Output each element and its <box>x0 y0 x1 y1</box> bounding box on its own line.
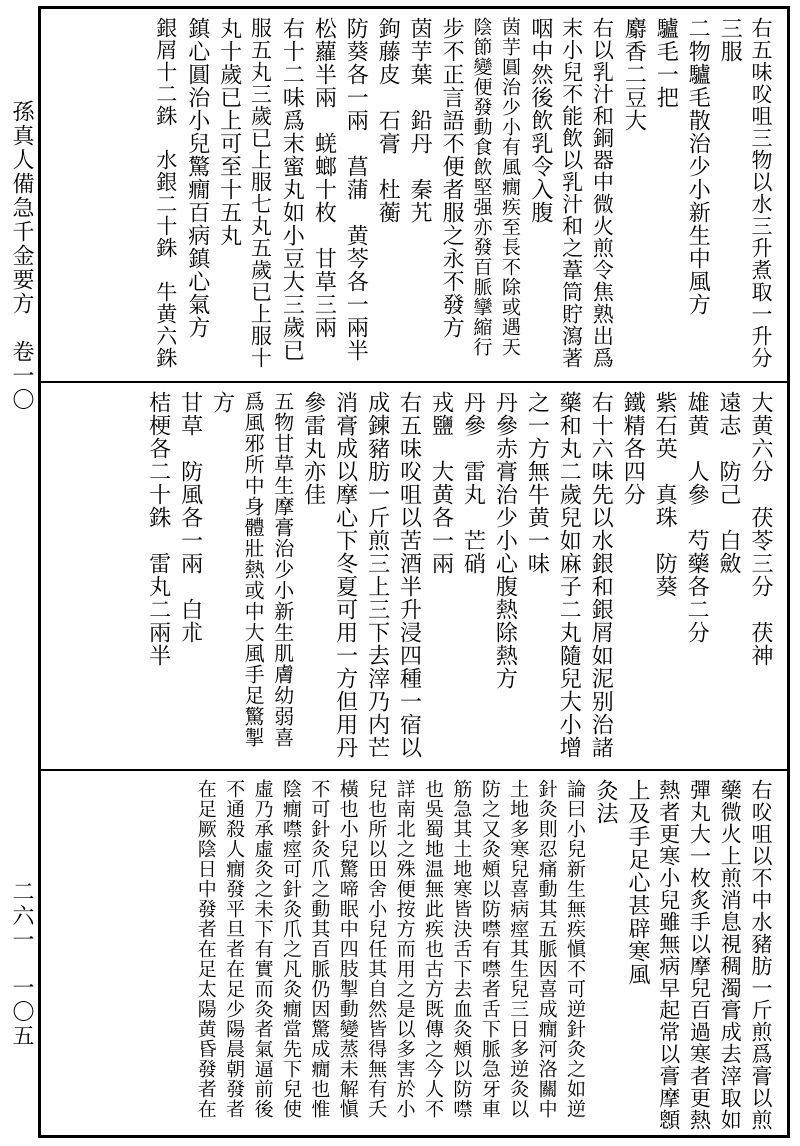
text-column: 右㕮咀以不中水豬肪一斤煎爲膏以煎 <box>749 779 773 1131</box>
text-column: 紫石英 真珠 防葵 <box>652 391 678 598</box>
text-column: 雄黄 人參 芍藥各二分 <box>684 391 710 644</box>
text-column: 丹參 雷丸 芒硝 <box>460 391 486 575</box>
text-column: 鎮心圓治小兒驚癇百病鎮心氣方 <box>184 17 210 339</box>
text-column: 二物驢毛散治少小新生中風方 <box>685 17 711 316</box>
text-column: 步不正言語不便者服之永不發方 <box>439 17 465 339</box>
text-column: 右十二味爲末蜜丸如小豆大三歲已 <box>279 17 305 362</box>
text-column: 大黄六分 茯苓三分 茯神 <box>748 391 773 667</box>
text-column: 防之又灸頰以防噤有噤者舌下脈急牙車 <box>478 779 501 1119</box>
text-column: 陰節變便發動食飲堅强亦發百脈攣縮行 <box>470 17 493 357</box>
text-column: 鉤藤皮 石膏 杜蘅 <box>375 17 401 224</box>
text-column: 上及手足心甚辟寒風 <box>624 779 650 986</box>
text-column: 右五味㕮咀以苦酒半升浸四種一宿以 <box>396 391 422 759</box>
text-column: 論曰小兒新生無疾愼不可逆針灸之如逆 <box>564 779 587 1119</box>
section-bottom <box>55 779 773 1131</box>
text-column: 服五丸三歲已上服七丸五歲已上服十 <box>248 17 273 369</box>
text-column: 丸十歲已上可至十五丸 <box>216 17 242 247</box>
text-column: 詳南北之殊便按方而用之是以多害於小 <box>393 779 416 1119</box>
text-column: 桔梗各二十銖 雷丸二兩半 <box>145 391 171 667</box>
text-column: 銀屑十二銖 水銀二十銖 牛黄六銖 <box>153 17 178 369</box>
text-column: 爲風邪所中身體壯熱或中大風手足驚掣 <box>241 391 266 748</box>
text-column: 松蘿半兩 蜣螂十枚 甘草三兩 <box>311 17 337 339</box>
text-column: 右五味㕮咀三物以水三升煮取一升分 <box>749 17 773 369</box>
section-divider <box>41 381 787 383</box>
text-column: 末小兒不能飲以乳汁和之葦筒貯瀉著 <box>559 17 584 369</box>
text-column: 熱者更寒小兒雖無病早起常以膏摩顖 <box>656 779 681 1131</box>
text-column: 驢毛一把 <box>653 17 679 109</box>
book-title: 孫真人備急千金要方 卷一〇 <box>9 100 34 412</box>
text-column: 灸法 <box>592 779 618 825</box>
text-column: 戎鹽 大黄各一兩 <box>428 391 454 575</box>
text-column: 不可針灸爪之動其百脈仍因驚成癇也惟 <box>308 779 331 1119</box>
text-column: 彈丸大一枚炙手以摩兒百過寒者更熱 <box>687 779 712 1131</box>
text-column: 咽中然後飲乳令入腹 <box>527 17 553 224</box>
text-column: 茵芋圓治少小有風癇疾至長不除或遇天 <box>498 17 521 357</box>
text-column: 五物甘草生摩膏治少小新生肌膚幼弱喜 <box>270 391 295 748</box>
text-column: 右十六味先以水銀和銀屑如泥别治諸 <box>588 391 614 759</box>
text-column: 兒也所以田舍小兒任其自然皆得無有夭 <box>365 779 388 1119</box>
section-middle <box>55 391 773 759</box>
text-column: 右以乳汁和銅器中微火煎令焦熟出爲 <box>590 17 615 369</box>
text-column: 鐵精各四分 <box>620 391 646 506</box>
text-column: 丹參赤膏治少小心腹熱除熱方 <box>492 391 518 690</box>
text-column: 陰癇噤痙可針灸爪之凡灸癇當先下兒使 <box>279 779 302 1119</box>
text-column: 虛乃承虛灸之未下有實而灸者氣逼前後 <box>251 779 274 1119</box>
text-column: 藥和丸二歲兒如麻子二丸隨兒大小增 <box>556 391 582 759</box>
text-column: 茵芋葉 鉛丹 秦艽 <box>407 17 433 224</box>
text-column: 成鍊豬肪一斤煎三上三下去滓乃内芒 <box>364 391 390 759</box>
page-number: 二六一 一〇五 <box>9 880 34 1048</box>
section-divider <box>41 769 787 771</box>
text-column: 之一方無牛黄一味 <box>524 391 550 575</box>
text-column: 針灸則忍痛動其五脈因喜成癇河洛關中 <box>535 779 558 1119</box>
text-column: 也吳蜀地温無此疾也古方既傳之今人不 <box>422 779 444 1119</box>
text-column: 筋急其土地寒皆決舌下去血灸頰以防噤 <box>450 779 473 1119</box>
text-column: 防葵各一兩 菖蒲 黄芩各一兩半 <box>343 17 369 362</box>
text-column: 方 <box>209 391 235 414</box>
text-column: 遠志 防己 白斂 <box>716 391 742 575</box>
text-column: 不通殺人癇發平旦者在足少陽晨朝發者 <box>223 779 246 1119</box>
text-column: 橫也小兒驚啼眠中四肢掣動變蒸未解愼 <box>336 779 359 1119</box>
text-column: 消膏成以摩心下冬夏可用一方但用丹 <box>332 391 358 759</box>
text-column: 麝香二豆大 <box>621 17 647 132</box>
text-column: 甘草 防風各一兩 白朮 <box>177 391 203 644</box>
text-column: 參雷丸亦佳 <box>300 391 326 506</box>
text-column: 土地多寒兒喜病痙其生兒三日多逆灸以 <box>507 779 530 1119</box>
text-column: 三服 <box>717 17 743 63</box>
text-column: 在足厥陰日中發者在足太陽黄昏發者在 <box>194 779 217 1119</box>
text-frame <box>38 6 790 1138</box>
section-top <box>55 17 773 373</box>
text-column: 藥微火上煎消息視稠濁膏成去滓取如 <box>718 779 743 1131</box>
